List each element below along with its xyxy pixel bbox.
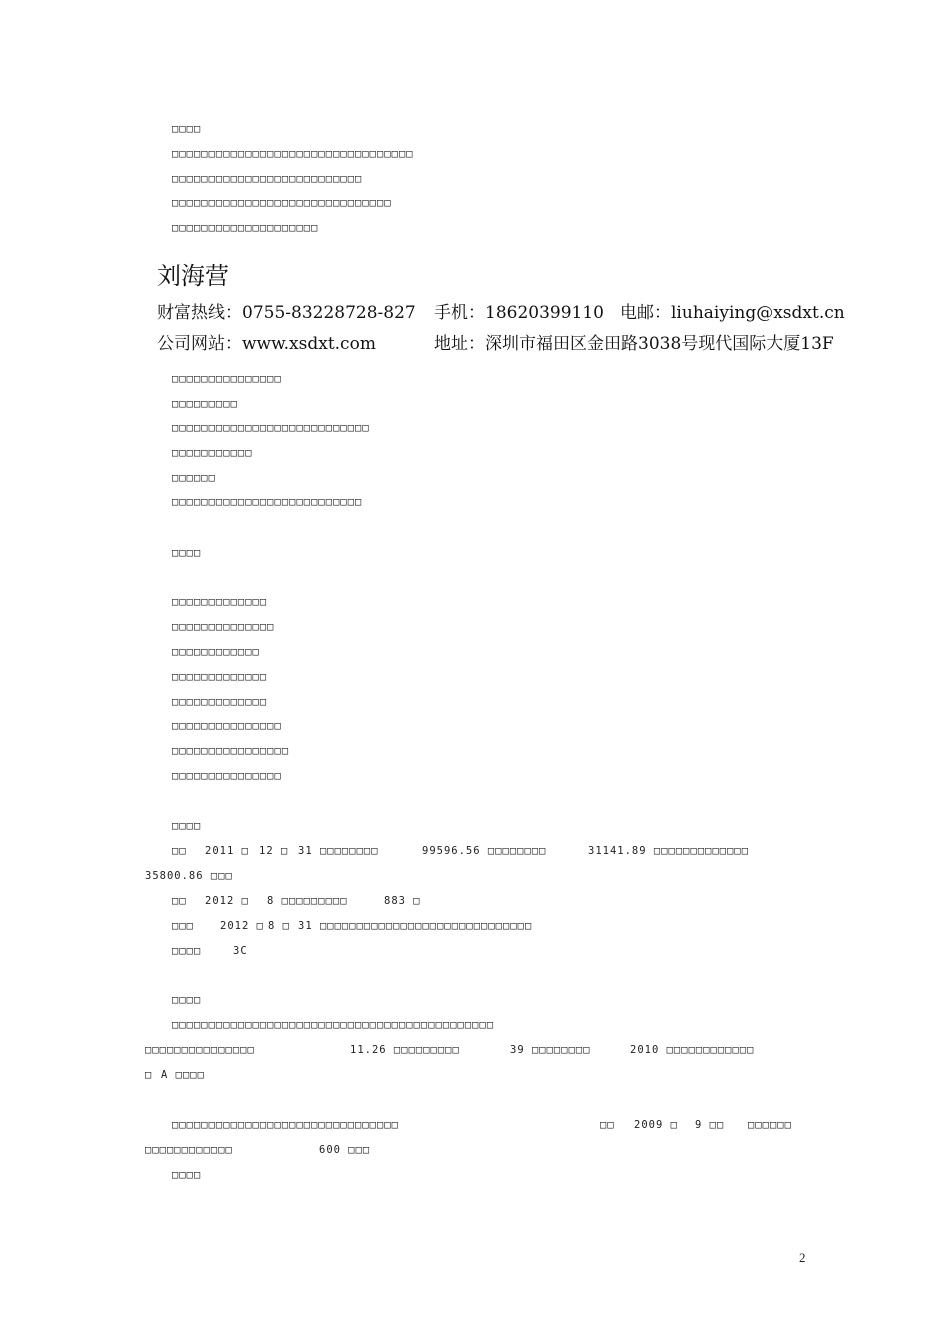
text-line: □□□□□□□□□□□ (172, 447, 253, 459)
text-seg: 11.26 □□□□□□□□□ (350, 1044, 460, 1056)
list-item: □□□□□□□□□□□□□□□ (172, 720, 282, 732)
text-seg: 2011 □ (205, 845, 249, 857)
list-item: □□□□□□□□□□□□□□□□ (172, 745, 290, 757)
contact-name: 刘海营 (157, 262, 229, 290)
text-line: □□□□ (172, 1169, 202, 1181)
list-item: □□□□□□□□□□□□□□ (172, 621, 275, 633)
text-seg: □□ (600, 1119, 615, 1131)
list-item: □□□□□□□□□□□□□□□ (172, 770, 282, 782)
text-seg: 2009 □ (634, 1119, 678, 1131)
section-heading: □□□□ (172, 994, 202, 1006)
list-item: □□□□□□□□□□□□□ (172, 596, 268, 608)
text-seg: □□□□ (172, 945, 202, 957)
text-seg: 3C (233, 945, 248, 957)
text-seg: 31 □□□□□□□□ (298, 845, 379, 857)
list-item: □□□□□□□□□□□□ (172, 646, 260, 658)
text-seg: 600 □□□ (319, 1144, 371, 1156)
text-line: □□□□□□□□□□□□□□□□□□□□□□□□□□□□□□ (172, 197, 392, 209)
text-seg: 39 □□□□□□□□ (510, 1044, 591, 1056)
text-seg: 31 □□□□□□□□□□□□□□□□□□□□□□□□□□□□□ (298, 920, 533, 932)
address: 地址：深圳市福田区金田路3038号现代国际大厦13F (434, 334, 834, 354)
text-seg: □□□□□□□□□□□□□□□ (145, 1044, 255, 1056)
text-seg: 2010 □□□□□□□□□□□□ (630, 1044, 755, 1056)
text-seg: □□□ (172, 920, 194, 932)
text-line: □□□□□□□□□□□□□□□□□□□□□□□□□□ (172, 173, 363, 185)
website: 公司网站：www.xsdxt.com (157, 334, 376, 354)
list-item: □□□□□□□□□□□□□ (172, 671, 268, 683)
text-seg: 2012 □ (205, 895, 249, 907)
text-seg: □□□□□□□□□□□□ (145, 1144, 233, 1156)
text-line: □□□□□□□□□□□□□□□□□□□□□□□□□□□□□□□□□ (172, 148, 414, 160)
email: 电邮：liuhaiying@xsdxt.cn (620, 303, 845, 323)
text-seg: 883 □ (384, 895, 421, 907)
text-seg: 2012 □ (220, 920, 264, 932)
section-heading: □□□□ (172, 547, 202, 559)
text-seg: □□□□□□ (748, 1119, 792, 1131)
text-seg: □□ (172, 895, 187, 907)
text-line: □□□□□□□□□□□□□□□□□□□□ (172, 222, 319, 234)
text-line: □□□□□□□□□□□□□□□□□□□□□□□□□□ (172, 496, 363, 508)
text-seg: □□□□□□□□□□□□□□□□□□□□□□□□□□□□□□□ (172, 1119, 399, 1131)
text-seg: 8 □ (268, 920, 290, 932)
section-heading: □□□□ (172, 820, 202, 832)
section-heading: □□□□ (172, 123, 202, 135)
mobile: 手机：18620399110 (434, 303, 604, 323)
list-item: □□□□□□□□□□□□□ (172, 696, 268, 708)
text-seg: 8 □□□□□□□□□ (267, 895, 348, 907)
text-seg: 9 □□ (695, 1119, 725, 1131)
text-seg: □ (145, 1069, 153, 1081)
text-seg: 12 □ (259, 845, 289, 857)
text-line: 35800.86 □□□ (145, 870, 233, 882)
text-line: □□□□□□□□□ (172, 398, 238, 410)
text-seg: 31141.89 □□□□□□□□□□□□□ (588, 845, 750, 857)
text-line: □□□□□□ (172, 472, 216, 484)
text-seg: □□ (172, 845, 187, 857)
hotline: 财富热线：0755-83228728-827 (157, 303, 416, 323)
text-line: □□□□□□□□□□□□□□□□□□□□□□□□□□□□□□□□□□□□□□□□□□□□ (172, 1019, 495, 1031)
text-seg: A □□□□ (161, 1069, 205, 1081)
page-number: 2 (799, 1250, 806, 1265)
text-line: □□□□□□□□□□□□□□□ (172, 373, 282, 385)
text-line: □□□□□□□□□□□□□□□□□□□□□□□□□□□ (172, 422, 370, 434)
text-seg: 99596.56 □□□□□□□□ (422, 845, 547, 857)
